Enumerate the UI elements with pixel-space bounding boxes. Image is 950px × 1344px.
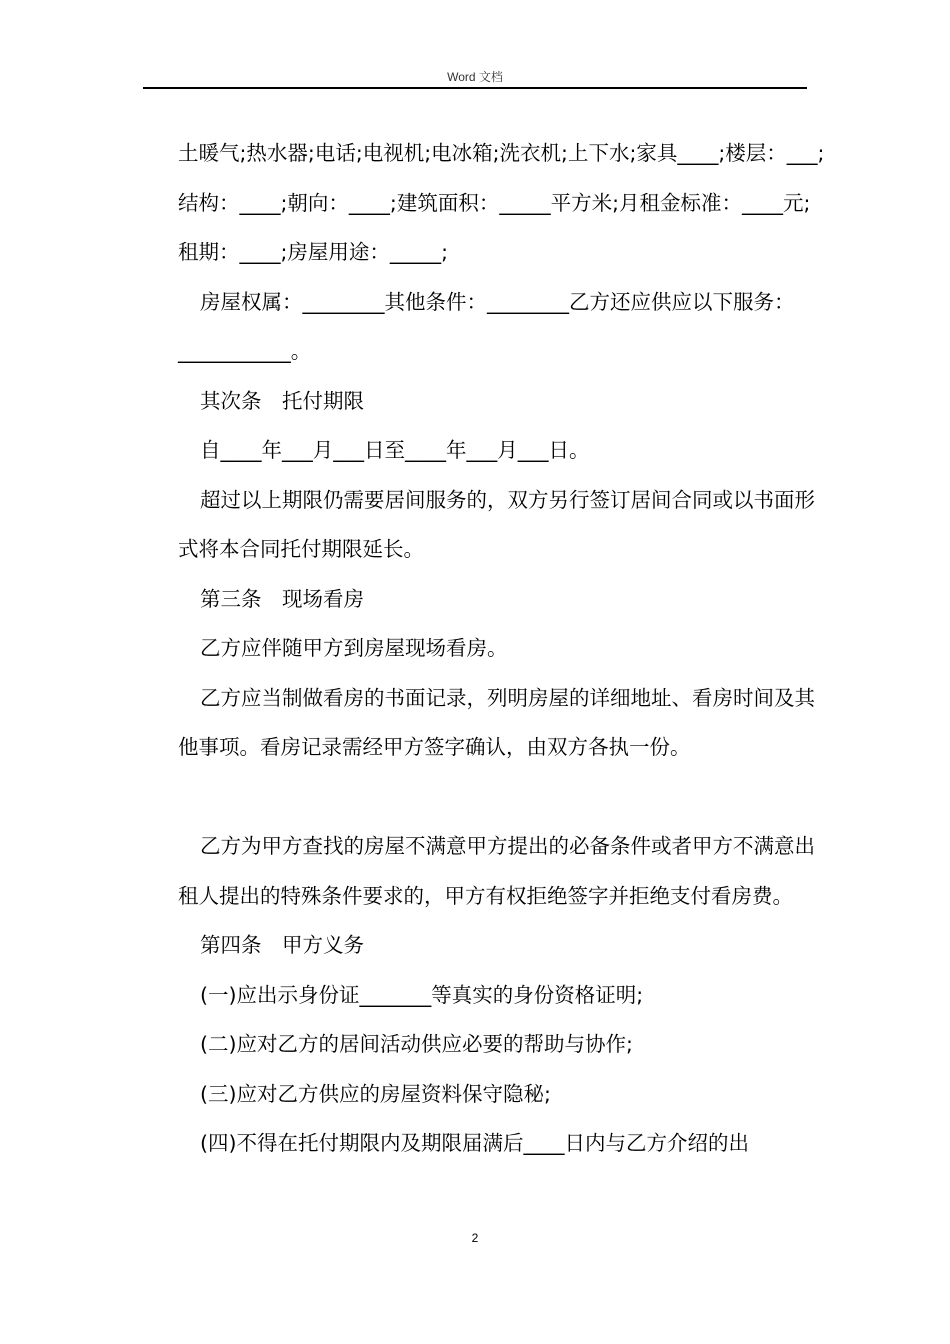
paragraph: 房屋权属：________其他条件：________乙方还应供应以下服务：___________。 bbox=[178, 289, 795, 363]
paragraph: (一)应出示身份证_______等真实的身份资格证明; bbox=[200, 982, 644, 1007]
paragraph: (三)应对乙方供应的房屋资料保守隐秘; bbox=[200, 1081, 551, 1106]
page-header: Word 文档 bbox=[447, 70, 503, 84]
paragraph: 乙方为甲方查找的房屋不满意甲方提出的必备条件或者甲方不满意出租人提出的特殊条件要求的，甲方有权拒绝签字并拒绝支付看房费。 bbox=[178, 834, 815, 908]
paragraph: 第四条 甲方义务 bbox=[200, 933, 364, 957]
document-body bbox=[178, 129, 828, 1169]
paragraph: 超过以上期限仍需要居间服务的，双方另行签订居间合同或以书面形式将本合同托付期限延长。 bbox=[178, 487, 815, 561]
paragraph: 第三条 现场看房 bbox=[200, 586, 364, 611]
page-number: 2 bbox=[471, 1231, 479, 1245]
header-rule bbox=[143, 87, 807, 89]
paragraph: 土暖气;热水器;电话;电视机;电冰箱;洗衣机;上下水;家具____;楼层：___;结构：____;朝向：____;建筑面积：_____平方米;月租金标准：____元;租期：____;房屋用途：_____; bbox=[178, 141, 825, 264]
paragraph: (四)不得在托付期限内及期限届满后____日内与乙方介绍的出 bbox=[200, 1131, 749, 1155]
blank-line bbox=[178, 773, 828, 823]
paragraph: 自____年___月___日至____年___月___日。 bbox=[200, 438, 590, 462]
paragraph: 其次条 托付期限 bbox=[200, 388, 364, 413]
paragraph: 乙方应伴随甲方到房屋现场看房。 bbox=[200, 636, 508, 660]
paragraph: 乙方应当制做看房的书面记录，列明房屋的详细地址、看房时间及其他事项。看房记录需经甲方签字确认，由双方各执一份。 bbox=[178, 685, 815, 759]
paragraph: (二)应对乙方的居间活动供应必要的帮助与协作; bbox=[200, 1032, 633, 1056]
